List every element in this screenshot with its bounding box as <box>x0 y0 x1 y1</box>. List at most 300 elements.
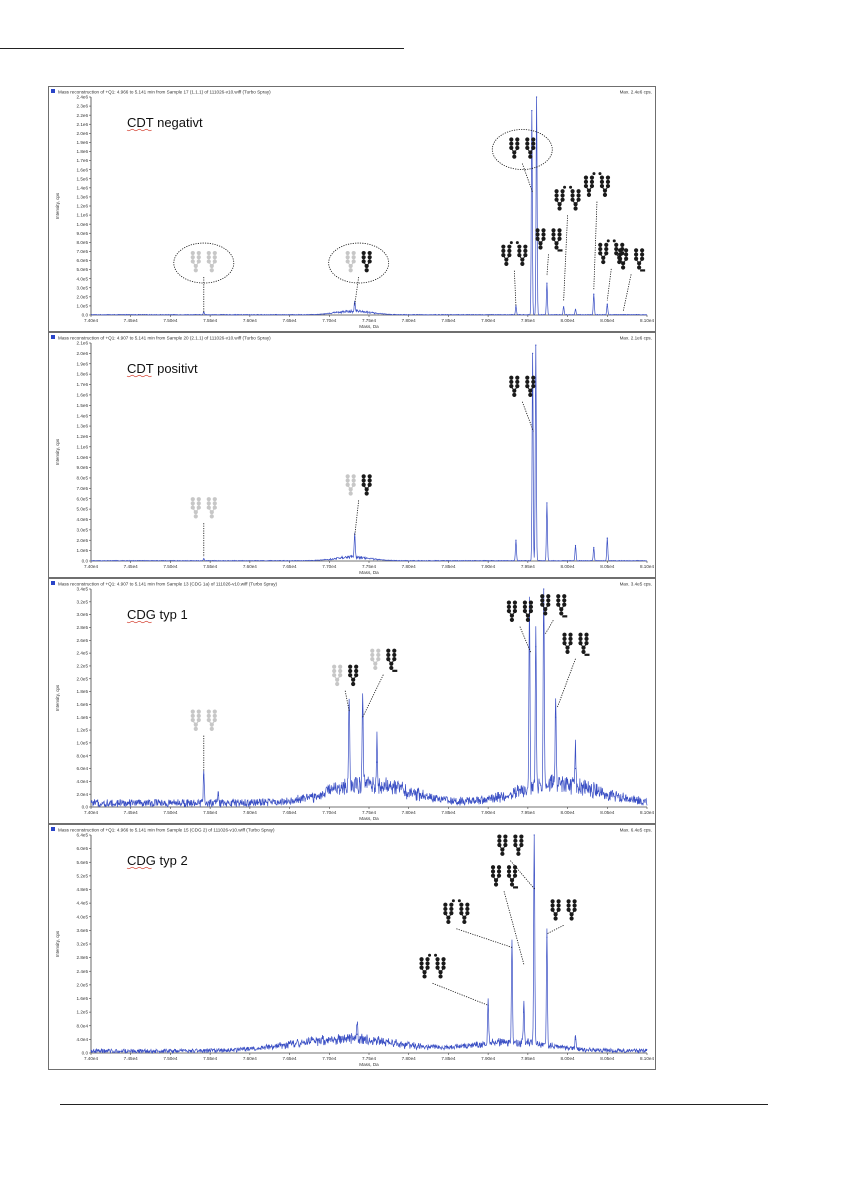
glycan-residue <box>449 903 453 907</box>
glycan-residue <box>459 907 463 911</box>
y-tick-label: 0.0 <box>81 804 88 810</box>
glycan-residue <box>598 251 602 255</box>
peak-marker <box>546 502 547 503</box>
x-tick-label: 7.55e4 <box>203 564 218 569</box>
x-tick-label: 7.65e4 <box>282 564 297 569</box>
glycan-residue <box>578 641 582 645</box>
glycan-residue <box>507 249 511 253</box>
annotation-leader <box>564 215 568 301</box>
glycan-residue <box>557 237 561 241</box>
glycan-residue <box>434 954 437 957</box>
y-tick-label: 2.4e5 <box>76 650 88 656</box>
glycan-residue <box>191 505 195 509</box>
peak-marker <box>531 110 532 111</box>
glycan-residue <box>441 966 445 970</box>
glycan-residue <box>551 899 555 903</box>
glycan-residue <box>459 911 463 915</box>
y-tick-label: 2.4e6 <box>76 94 88 100</box>
glycan-residue <box>618 257 622 261</box>
glycan-structure-icon <box>535 228 562 251</box>
glycan-residue <box>510 618 514 622</box>
y-tick-label: 1.5e6 <box>76 176 88 182</box>
glycan-residue <box>624 257 628 261</box>
y-tick-label: 1.6e6 <box>76 167 88 173</box>
y-tick-label: 4.0e5 <box>76 276 88 282</box>
glycan-residue <box>576 198 580 202</box>
x-tick-label: 8.05e4 <box>600 564 615 569</box>
peak-marker <box>546 283 547 284</box>
glycan-residue <box>525 142 529 146</box>
y-tick-label: 3.0e5 <box>76 527 88 533</box>
panel-title: CDT negativt <box>127 115 203 130</box>
x-tick-label: 7.65e4 <box>282 810 297 815</box>
glycan-residue <box>512 155 516 159</box>
annotation-leader <box>547 254 549 276</box>
peak-marker <box>575 545 576 546</box>
x-tick-label: 7.85e4 <box>441 318 456 323</box>
glycan-residue <box>449 907 453 911</box>
annotation-leader <box>363 675 384 718</box>
x-tick-label: 7.40e4 <box>83 810 99 815</box>
x-tick-label: 7.70e4 <box>322 810 337 815</box>
glycan-residue <box>600 176 604 180</box>
annotation-leader <box>623 274 631 311</box>
glycan-residue <box>191 259 195 263</box>
y-tick-label: 3.2e5 <box>76 599 88 605</box>
spellcheck-underline <box>127 375 152 377</box>
x-tick-label: 7.45e4 <box>123 1056 138 1061</box>
bottom-rule <box>60 1104 768 1105</box>
y-tick-label: 3.2e5 <box>76 941 88 947</box>
y-tick-label: 0.0 <box>81 558 88 564</box>
y-tick-label: 2.0e5 <box>76 676 88 682</box>
glycan-residue <box>562 615 567 617</box>
glycan-residue <box>551 228 555 232</box>
glycan-structure-icon <box>419 954 445 979</box>
glycan-residue <box>354 665 358 669</box>
peak-marker <box>543 588 544 589</box>
glycan-residue <box>573 206 577 210</box>
glycan-residue <box>332 669 336 673</box>
glycan-residue <box>376 649 380 653</box>
glycan-residue <box>497 835 501 839</box>
glycan-residue <box>332 673 336 677</box>
glycan-residue <box>546 594 550 598</box>
x-tick-label: 7.80e4 <box>401 810 416 815</box>
x-tick-label: 8.00e4 <box>560 318 575 323</box>
y-tick-label: 8.0e5 <box>76 239 88 245</box>
glycan-residue <box>376 653 380 657</box>
x-axis-label: Mass, Da <box>359 324 379 329</box>
y-tick-label: 0.0 <box>81 312 88 318</box>
glycan-residue <box>640 257 644 261</box>
glycan-structure-icon <box>501 241 527 266</box>
x-tick-label: 8.00e4 <box>560 810 575 815</box>
x-tick-label: 7.50e4 <box>163 1056 178 1061</box>
glycan-residue <box>554 198 558 202</box>
glycan-residue <box>573 908 577 912</box>
glycan-residue <box>515 146 519 150</box>
glycan-residue <box>346 478 350 482</box>
peak-marker <box>534 834 535 835</box>
glycan-structure-icon <box>584 172 610 197</box>
glycan-residue <box>503 835 507 839</box>
glycan-residue <box>428 954 431 957</box>
glycan-residue <box>516 241 519 244</box>
glycan-residue <box>517 245 521 249</box>
glycan-structure-icon <box>491 865 518 888</box>
glycan-residue <box>568 633 572 637</box>
glycan-residue <box>529 609 533 613</box>
glycan-residue <box>584 180 588 184</box>
x-tick-label: 7.75e4 <box>361 810 377 815</box>
glycan-residue <box>531 137 535 141</box>
glycan-residue <box>213 714 217 718</box>
y-tick-label: 2.0e5 <box>76 537 88 543</box>
glycan-residue <box>349 491 353 495</box>
glycan-residue <box>525 376 529 380</box>
y-tick-label: 1.7e6 <box>76 382 88 388</box>
glycan-residue <box>523 253 527 257</box>
glycan-residue <box>551 237 555 241</box>
glycan-structure-icon <box>191 497 217 518</box>
glycan-residue <box>540 598 544 602</box>
glycan-residue <box>207 255 211 259</box>
glycan-structure-icon <box>509 376 535 397</box>
glycan-residue <box>515 142 519 146</box>
glycan-residue <box>540 594 544 598</box>
glycan-residue <box>640 252 644 256</box>
spectrum-panel-cdg-typ-2 <box>48 824 656 1070</box>
peak-marker <box>523 1012 524 1013</box>
glycan-residue <box>491 865 495 869</box>
x-tick-label: 8.05e4 <box>600 1056 615 1061</box>
glycan-residue <box>452 899 455 902</box>
glycan-residue <box>587 193 591 197</box>
peak-marker <box>203 558 204 559</box>
glycan-residue <box>584 641 588 645</box>
glycan-residue <box>573 899 577 903</box>
panel-title: CDG typ 2 <box>127 853 188 868</box>
y-tick-label: 9.0e5 <box>76 465 88 471</box>
glycan-residue <box>213 501 217 505</box>
glycan-residue <box>210 268 214 272</box>
glycan-residue <box>620 243 624 247</box>
peak-marker <box>203 774 204 775</box>
peak-marker <box>575 309 576 310</box>
x-tick-label: 8.10e4 <box>639 810 655 815</box>
glycan-residue <box>584 184 588 188</box>
glycan-residue <box>354 669 358 673</box>
y-tick-label: 5.0e5 <box>76 267 88 273</box>
spellcheck-underline <box>127 621 152 623</box>
x-tick-label: 7.60e4 <box>242 318 257 323</box>
y-tick-label: 5.2e5 <box>76 873 88 879</box>
glycan-residue <box>554 245 558 249</box>
glycan-structure-icon <box>346 474 372 495</box>
annotation-leader <box>355 500 359 536</box>
glycan-residue <box>567 908 571 912</box>
peak-marker <box>607 538 608 539</box>
x-tick-label: 7.90e4 <box>481 810 496 815</box>
glycan-residue <box>465 903 469 907</box>
x-tick-label: 7.65e4 <box>282 318 297 323</box>
glycan-residue <box>509 376 513 380</box>
y-tick-label: 4.0e5 <box>76 914 88 920</box>
y-tick-label: 7.0e5 <box>76 249 88 255</box>
x-tick-label: 7.75e4 <box>361 564 377 569</box>
glycan-residue <box>509 380 513 384</box>
glycan-residue <box>634 248 638 252</box>
glycan-residue <box>526 618 530 622</box>
y-tick-label: 1.1e6 <box>76 212 88 218</box>
y-tick-label: 1.2e5 <box>76 1009 88 1015</box>
glycan-residue <box>507 874 511 878</box>
trace-header: Mass reconstruction of +Q1: 4.966 to 5.141 min from Sample 17 (1.1.1) of 111026-v10.wiff (Turbo Spray) <box>58 89 271 95</box>
glycan-residue <box>598 243 602 247</box>
y-tick-label: 1.4e6 <box>76 185 88 191</box>
y-tick-label: 8.0e4 <box>76 1023 88 1029</box>
glycan-residue <box>507 605 511 609</box>
y-tick-label: 2.4e5 <box>76 968 88 974</box>
glycan-residue <box>348 669 352 673</box>
glycan-residue <box>458 899 461 902</box>
glycan-residue <box>562 603 566 607</box>
peak-marker <box>532 353 533 354</box>
trace-color-swatch <box>51 827 55 831</box>
y-tick-label: 4.8e5 <box>76 887 88 893</box>
glycan-residue <box>446 920 450 924</box>
glycan-residue <box>362 474 366 478</box>
glycan-residue <box>346 251 350 255</box>
peak-marker <box>555 717 556 718</box>
glycan-residue <box>346 259 350 263</box>
glycan-residue <box>568 641 572 645</box>
glycan-residue <box>510 241 513 244</box>
glycan-residue <box>510 882 514 886</box>
glycan-residue <box>392 670 397 672</box>
y-tick-label: 3.0e5 <box>76 612 88 618</box>
glycan-residue <box>543 611 547 615</box>
glycan-residue <box>565 650 569 654</box>
y-tick-label: 1.4e6 <box>76 413 88 419</box>
glycan-residue <box>441 961 445 965</box>
x-tick-label: 7.85e4 <box>441 810 456 815</box>
glycan-residue <box>497 843 501 847</box>
glycan-residue <box>604 247 608 251</box>
glycan-residue <box>556 603 560 607</box>
glycan-residue <box>568 637 572 641</box>
glycan-residue <box>569 186 572 189</box>
trace-color-swatch <box>51 89 55 93</box>
glycan-residue <box>523 601 527 605</box>
glycan-residue <box>598 172 601 175</box>
glycan-residue <box>557 899 561 903</box>
panel-title: CDT positivt <box>127 361 198 376</box>
x-tick-label: 7.65e4 <box>282 1056 297 1061</box>
glycan-residue <box>554 189 558 193</box>
glycan-residue <box>352 259 356 263</box>
y-tick-label: 2.0e4 <box>76 791 88 797</box>
y-tick-label: 4.0e5 <box>76 517 88 523</box>
x-tick-label: 8.10e4 <box>639 564 655 569</box>
glycan-residue <box>535 237 539 241</box>
glycan-residue <box>584 633 588 637</box>
glycan-residue <box>570 189 574 193</box>
y-tick-label: 4.0e4 <box>76 778 88 784</box>
y-tick-label: 2.1e6 <box>76 121 88 127</box>
y-tick-label: 7.0e5 <box>76 485 88 491</box>
y-tick-label: 1.0e5 <box>76 303 88 309</box>
glycan-residue <box>551 908 555 912</box>
glycan-residue <box>515 380 519 384</box>
glycan-structure-icon <box>370 649 397 672</box>
y-tick-label: 6.0e5 <box>76 496 88 502</box>
glycan-residue <box>603 193 607 197</box>
y-tick-label: 2.8e5 <box>76 955 88 961</box>
glycan-residue <box>491 874 495 878</box>
glycan-residue <box>523 605 527 609</box>
glycan-residue <box>513 869 517 873</box>
x-axis-label: Mass, Da <box>359 816 379 821</box>
glycan-residue <box>640 269 645 271</box>
glycan-residue <box>516 852 520 856</box>
glycan-residue <box>507 601 511 605</box>
glycan-residue <box>560 189 564 193</box>
y-tick-label: 1.0e6 <box>76 221 88 227</box>
glycan-structure-icon <box>191 251 217 272</box>
glycan-structure-icon <box>554 186 580 211</box>
glycan-residue <box>560 198 564 202</box>
glycan-residue <box>509 384 513 388</box>
glycan-residue <box>419 966 423 970</box>
x-tick-label: 8.10e4 <box>639 318 655 323</box>
x-tick-label: 7.50e4 <box>163 810 178 815</box>
glycan-residue <box>535 228 539 232</box>
glycan-residue <box>541 232 545 236</box>
y-tick-label: 2.2e6 <box>76 112 88 118</box>
y-tick-label: 1.8e6 <box>76 371 88 377</box>
glycan-residue <box>419 961 423 965</box>
y-tick-label: 1.2e6 <box>76 203 88 209</box>
glycan-residue <box>497 874 501 878</box>
glycan-structure-icon <box>551 899 577 920</box>
annotation-leader <box>607 269 611 301</box>
glycan-residue <box>370 649 374 653</box>
glycan-residue <box>590 176 594 180</box>
glycan-residue <box>197 718 201 722</box>
glycan-residue <box>507 609 511 613</box>
glycan-residue <box>557 908 561 912</box>
y-tick-label: 1.3e6 <box>76 423 88 429</box>
glycan-residue <box>346 483 350 487</box>
trace-header: Mass reconstruction of +Q1: 4.907 to 5.141 min from Sample 13 (CDG 1a) of 111026-v10.wiff (Turbo Spray) <box>58 581 278 587</box>
glycan-residue <box>576 189 580 193</box>
glycan-residue <box>590 180 594 184</box>
peak-marker <box>535 344 536 345</box>
glycan-residue <box>601 260 605 264</box>
y-tick-label: 5.6e5 <box>76 859 88 865</box>
glycan-residue <box>523 245 527 249</box>
glycan-residue <box>459 903 463 907</box>
glycan-residue <box>570 916 574 920</box>
glycan-residue <box>525 384 529 388</box>
y-tick-label: 1.0e5 <box>76 740 88 746</box>
glycan-residue <box>352 478 356 482</box>
glycan-residue <box>197 497 201 501</box>
glycan-residue <box>351 682 355 686</box>
glycan-residue <box>197 710 201 714</box>
glycan-residue <box>443 911 447 915</box>
glycan-residue <box>562 594 566 598</box>
glycan-residue <box>513 843 517 847</box>
y-tick-label: 2.6e5 <box>76 637 88 643</box>
glycan-residue <box>562 598 566 602</box>
annotation-circle <box>492 130 552 170</box>
y-axis-label: Intensity, cps <box>55 192 60 220</box>
glycan-structure-icon <box>332 665 358 686</box>
max-intensity: Max. 2.4e6 cps. <box>619 89 652 95</box>
y-tick-label: 2.0e6 <box>76 350 88 356</box>
glycan-residue <box>335 682 339 686</box>
x-tick-label: 7.45e4 <box>123 564 138 569</box>
glycan-residue <box>465 911 469 915</box>
max-intensity: Max. 3.4e5 cps. <box>619 581 652 587</box>
glycan-residue <box>362 259 366 263</box>
top-rule <box>0 48 404 49</box>
glycan-residue <box>368 478 372 482</box>
max-intensity: Max. 2.1e6 cps. <box>619 335 652 341</box>
glycan-residue <box>210 514 214 518</box>
glycan-residue <box>557 206 561 210</box>
glycan-residue <box>640 248 644 252</box>
glycan-residue <box>352 255 356 259</box>
annotation-leader <box>545 620 553 634</box>
glycan-residue <box>606 180 610 184</box>
y-tick-label: 9.0e5 <box>76 230 88 236</box>
glycan-residue <box>368 255 372 259</box>
glycan-residue <box>213 255 217 259</box>
glycan-residue <box>515 376 519 380</box>
glycan-residue <box>338 673 342 677</box>
glycan-residue <box>362 255 366 259</box>
spectra-figure <box>48 86 656 1070</box>
peak-marker <box>575 768 576 769</box>
glycan-residue <box>525 146 529 150</box>
glycan-residue <box>497 865 501 869</box>
peak-marker <box>376 762 377 763</box>
peak-marker <box>546 937 547 938</box>
x-tick-label: 7.50e4 <box>163 318 178 323</box>
glycan-residue <box>392 657 396 661</box>
glycan-residue <box>425 957 429 961</box>
glycan-residue <box>613 239 616 242</box>
glycan-residue <box>634 257 638 261</box>
glycan-residue <box>578 633 582 637</box>
y-tick-label: 1.7e6 <box>76 158 88 164</box>
glycan-residue <box>512 393 516 397</box>
y-axis-label: Intensity, cps <box>55 930 60 958</box>
glycan-residue <box>194 514 198 518</box>
y-tick-label: 1.0e6 <box>76 454 88 460</box>
glycan-residue <box>207 259 211 263</box>
annotation-leader <box>504 891 524 964</box>
glycan-residue <box>348 673 352 677</box>
glycan-residue <box>592 172 595 175</box>
glycan-residue <box>535 232 539 236</box>
x-tick-label: 8.05e4 <box>600 318 615 323</box>
x-tick-label: 7.80e4 <box>401 1056 416 1061</box>
